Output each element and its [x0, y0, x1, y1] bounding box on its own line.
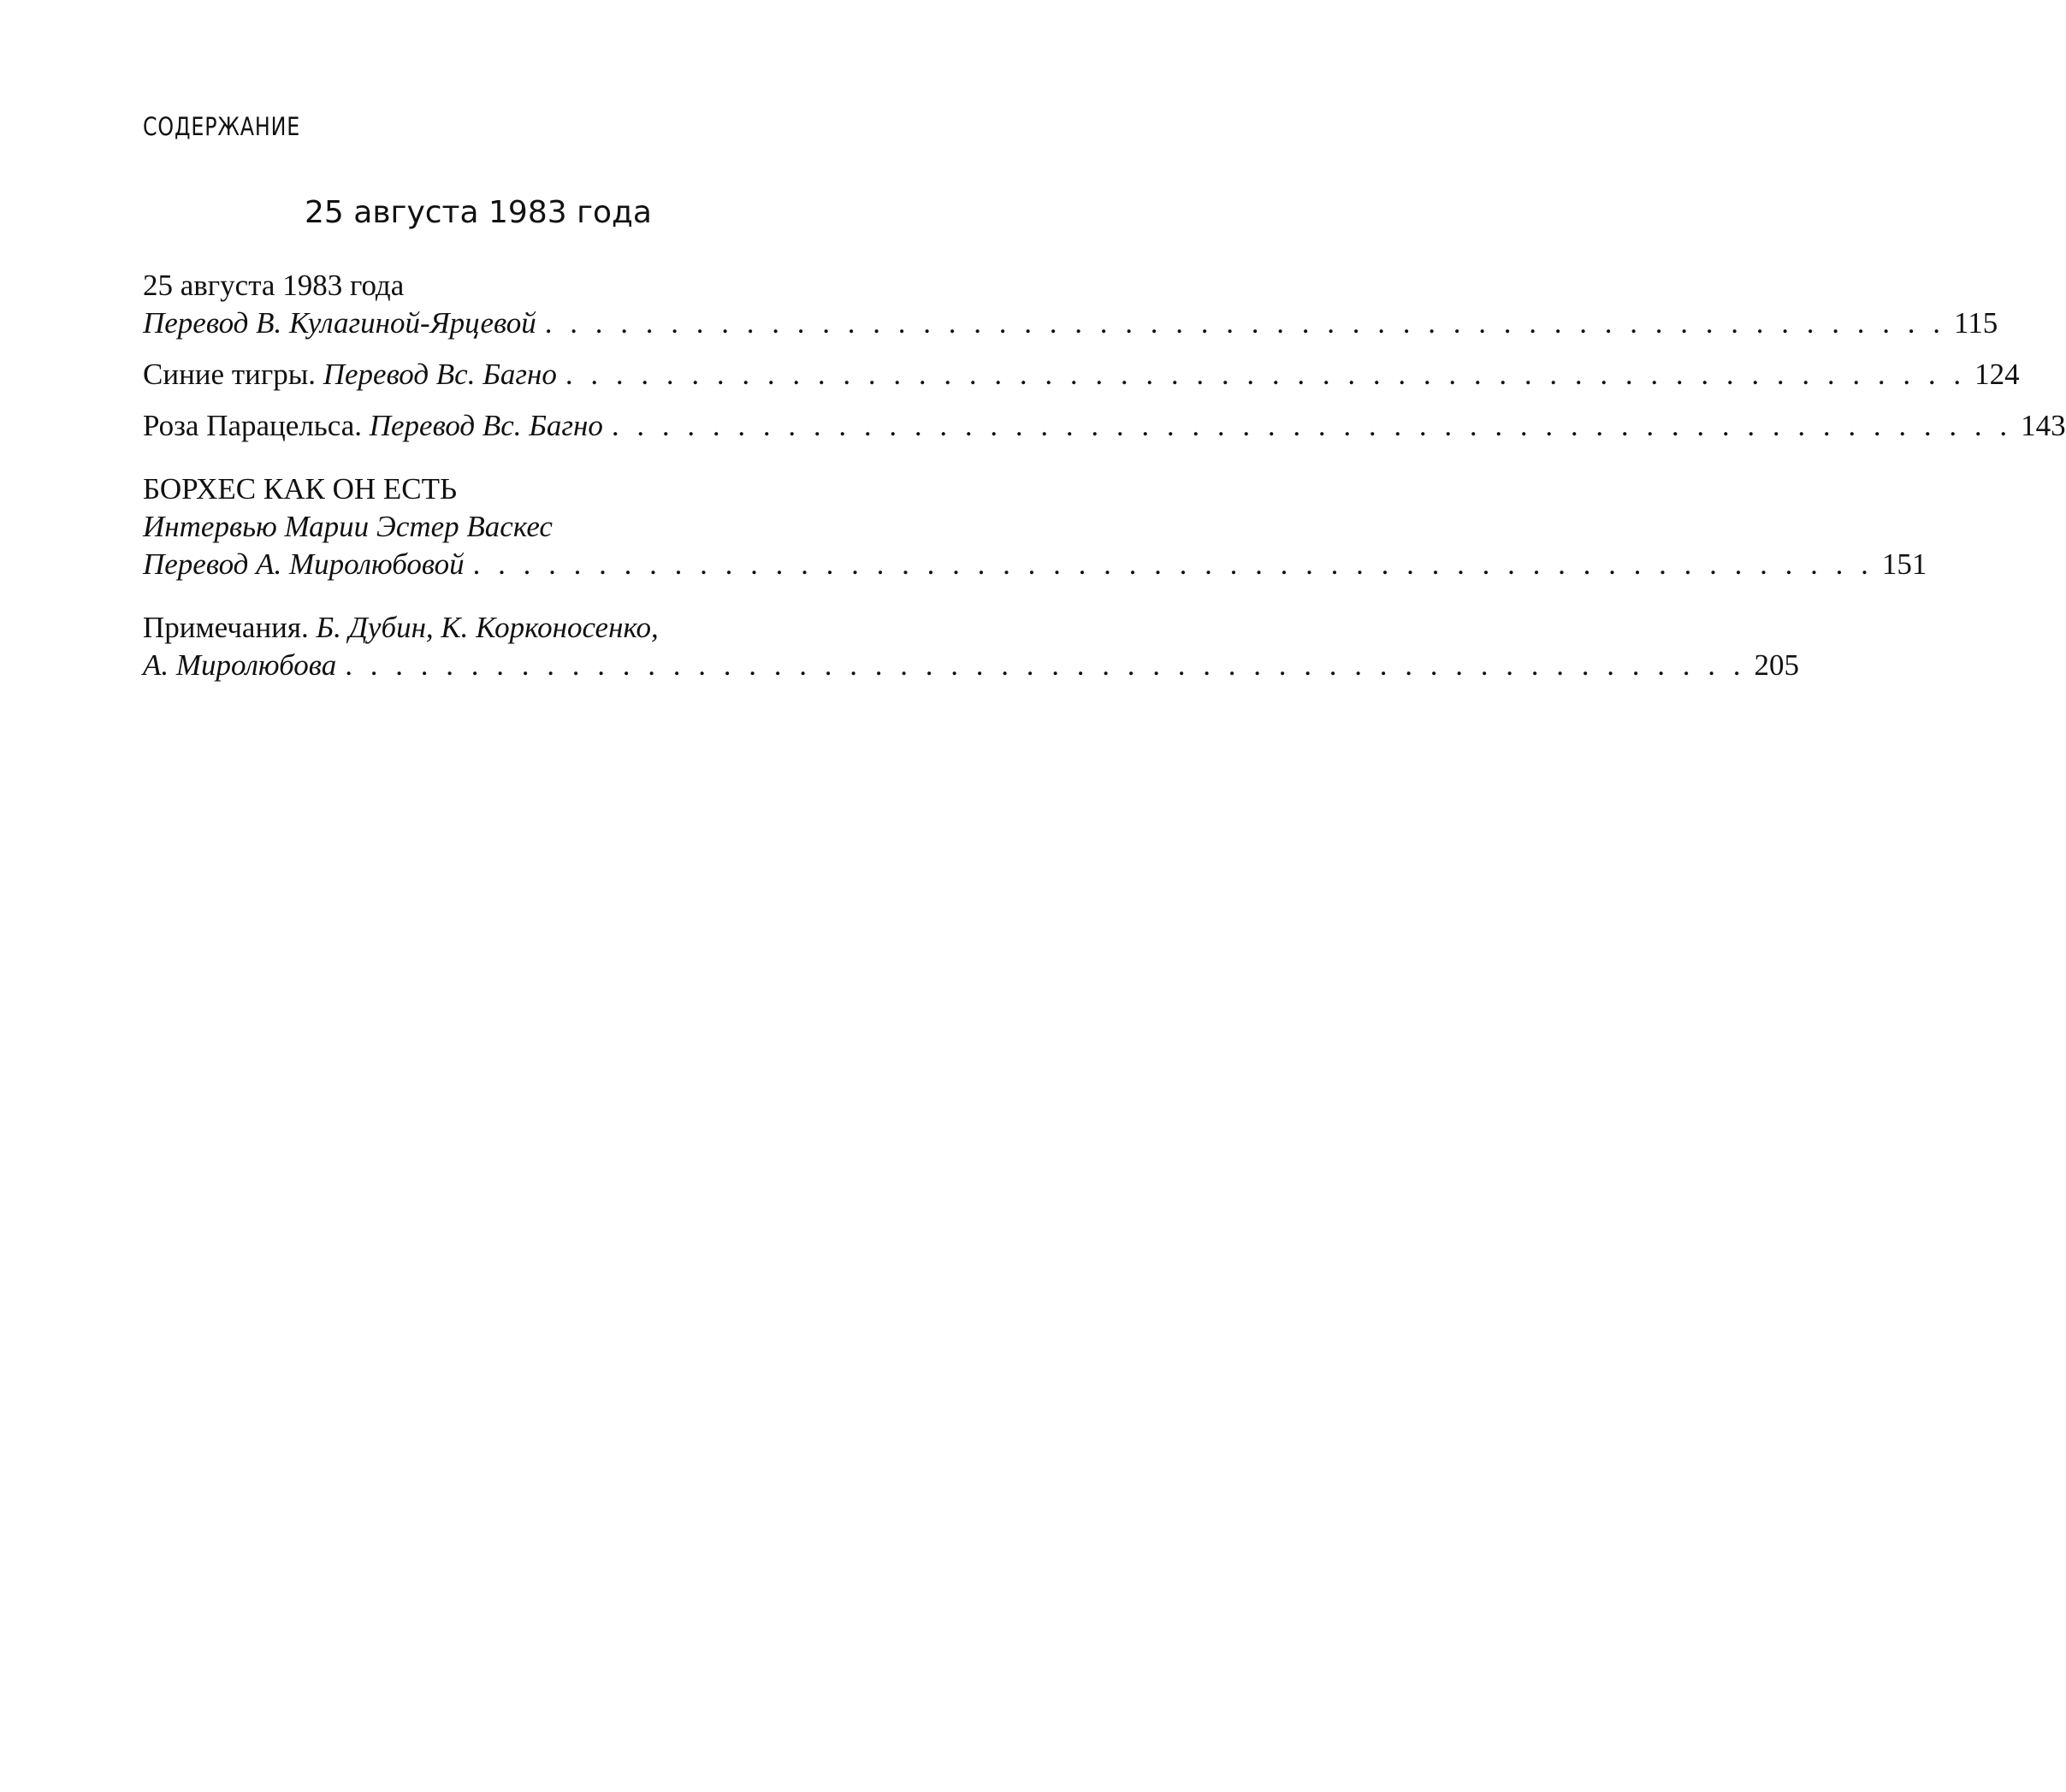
toc-entry-translator-line: [143, 546, 1927, 583]
toc-entry-translator: Перевод Вс. Багно: [323, 358, 557, 391]
toc-entry-title-line: [143, 267, 814, 305]
toc-entry-august-1983[interactable]: [143, 267, 1998, 342]
table-of-contents: [143, 267, 2066, 684]
toc-entry-title: Роза Парацельса.: [143, 409, 362, 442]
toc-entry-page-number: 115: [1954, 306, 1998, 340]
toc-entry-blue-tigers[interactable]: [143, 356, 2020, 393]
dot-leader: . . . . . . . . . . . . . . . . . . . . . . . . . . . . . . . . . . . . . . . . . . . . . . . . . . . . . . . .: [544, 306, 1946, 340]
dot-leader: . . . . . . . . . . . . . . . . . . . . . . . . . . . . . . . . . . . . . . . . . . . . . . . . . . . . . . . .: [565, 358, 1967, 391]
toc-entry-page-number: 151: [1881, 547, 1927, 581]
toc-entry-translator: Перевод В. Кулагиной-Ярцевой: [143, 306, 536, 340]
toc-entry-borges-as-he-is[interactable]: [143, 470, 1927, 583]
section-title: 25 августа 1983 года: [305, 195, 652, 230]
toc-entry-translator-line: [143, 305, 1998, 342]
toc-entry-subtitle: Интервью Марии Эстер Васкес: [143, 510, 553, 543]
toc-entry-rose-of-paracelsus[interactable]: [143, 407, 2066, 445]
toc-entry-notes[interactable]: [143, 609, 1799, 684]
running-head: СОДЕРЖАНИЕ: [143, 112, 301, 141]
toc-entry-heading: БОРХЕС КАК ОН ЕСТЬ: [143, 472, 458, 506]
toc-entry-line: [143, 356, 2020, 393]
toc-entry-heading-line: [143, 470, 814, 508]
toc-entry-title: Синие тигры.: [143, 358, 316, 391]
toc-entry-authors: Б. Дубин, К. Корконосенко,: [316, 611, 659, 644]
toc-entry-line: [143, 609, 814, 647]
dot-leader: . . . . . . . . . . . . . . . . . . . . . . . . . . . . . . . . . . . . . . . . . . . . . . . . . . . . . . . .: [472, 547, 1874, 581]
toc-entry-authors-line: [143, 647, 1799, 684]
toc-entry-translator: Перевод Вс. Багно: [369, 409, 603, 442]
toc-entry-translator: Перевод А. Миролюбовой: [143, 547, 465, 581]
toc-entry-authors-cont: А. Миролюбова: [143, 648, 337, 682]
toc-entry-page-number: 143: [2021, 409, 2066, 442]
toc-entry-line: [143, 407, 2066, 445]
toc-entry-title: 25 августа 1983 года: [143, 269, 405, 302]
toc-entry-page-number: 205: [1754, 648, 1799, 682]
toc-entry-page-number: 124: [1974, 358, 2020, 391]
dot-leader: . . . . . . . . . . . . . . . . . . . . . . . . . . . . . . . . . . . . . . . . . . . . . . . . . . . . . . . .: [611, 409, 2013, 442]
dot-leader: . . . . . . . . . . . . . . . . . . . . . . . . . . . . . . . . . . . . . . . . . . . . . . . . . . . . . . . .: [345, 648, 1746, 682]
toc-entry-title: Примечания.: [143, 611, 309, 644]
toc-entry-subtitle-line: [143, 508, 814, 546]
